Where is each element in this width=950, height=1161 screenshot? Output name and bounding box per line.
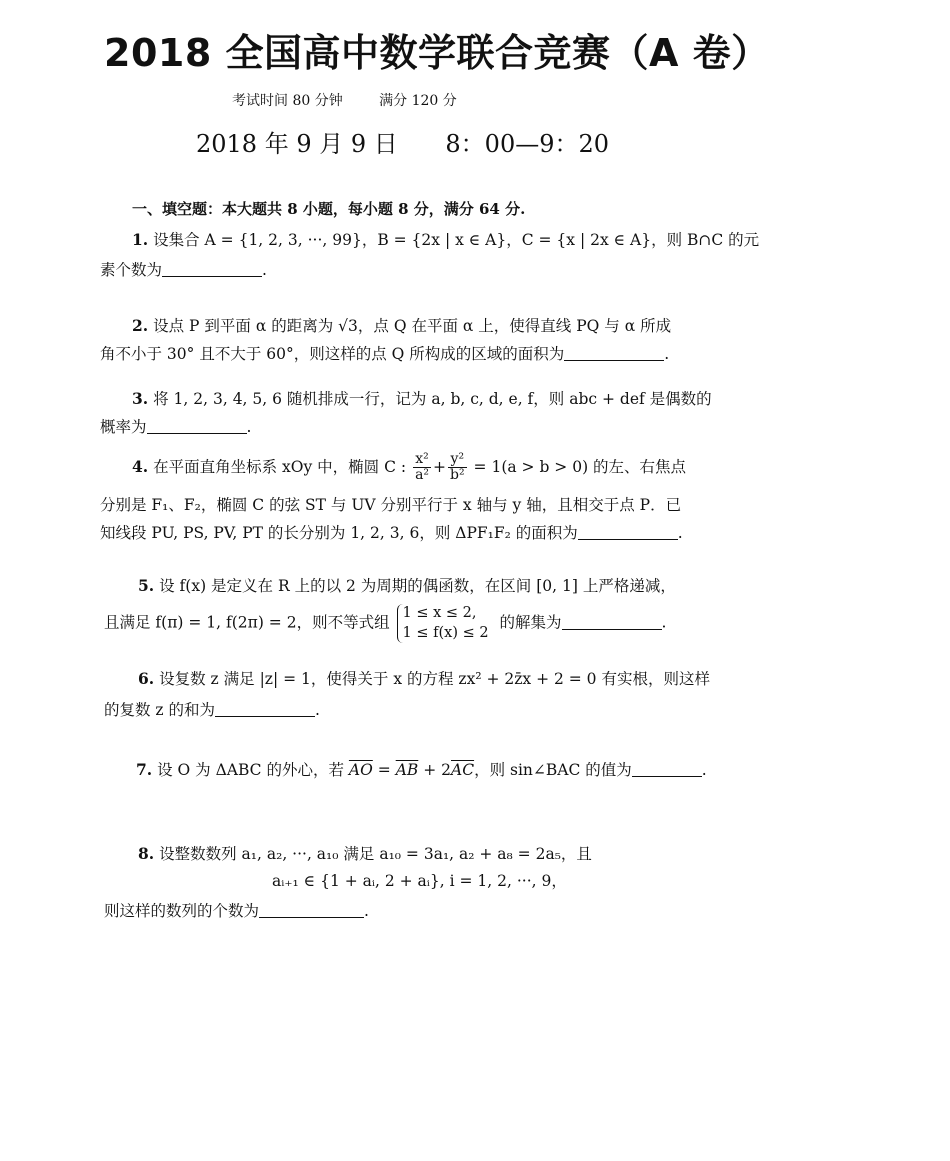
punct: . [315, 701, 320, 719]
question-text: 设复数 z 满足 |z| = 1，使得关于 x 的方程 zx² + 2z̄x + 2 = 0 有实根，则这样 [159, 670, 710, 688]
exam-meta [232, 90, 489, 110]
question-number: 7. [136, 760, 153, 779]
exam-date [196, 124, 609, 159]
question-4-line-1 [132, 452, 686, 484]
question-text: ，则 sin∠BAC 的值为 [474, 761, 632, 779]
question-number: 2. [132, 316, 149, 335]
question-text: 且满足 f(π) = 1, f(2π) = 2，则不等式组 [104, 613, 390, 632]
question-text: 分别是 F₁、F₂，椭圆 C 的弦 ST 与 UV 分别平行于 x 轴与 y 轴，且相交于点 P．已 [100, 496, 682, 514]
question-number: 4. [132, 456, 149, 476]
exam-time: 考试时间 80 分钟 [232, 93, 343, 109]
vector-ab: $\overline{AB}$ [395, 761, 419, 779]
question-text: aᵢ₊₁ ∈ {1 + aᵢ, 2 + aᵢ}, i = 1, 2, ···, 9， [272, 872, 567, 890]
question-text: = 1(a > b > 0) 的左、右焦点 [473, 457, 687, 476]
question-text: 设整数数列 a₁, a₂, ···, a₁₀ 满足 a₁₀ = 3a₁, a₂ + a₈ = 2a₅，且 [159, 845, 592, 863]
question-text: 设 O 为 ΔABC 的外心，若 [157, 761, 344, 779]
question-6-line-2 [104, 699, 320, 722]
fraction-y-over-b: $\frac{\text{y²}}{\text{b²}}$ [450, 451, 465, 484]
answer-blank [162, 262, 262, 277]
time-text: 8：00—9：20 [445, 130, 610, 158]
question-text: 的复数 z 的和为 [104, 701, 216, 719]
punct: . [677, 524, 683, 542]
question-6-line-1 [138, 667, 710, 691]
punct: . [262, 261, 267, 279]
question-5-line-1 [138, 574, 676, 598]
plus-two: + 2 [423, 761, 451, 779]
question-number: 6. [138, 669, 155, 688]
answer-blank [632, 762, 702, 777]
section-heading: 一、填空题：本大题共 8 小题，每小题 8 分，满分 64 分. [132, 200, 526, 218]
punct: . [701, 761, 707, 779]
question-4-line-2 [100, 494, 681, 517]
question-text: 概率为 [100, 418, 147, 436]
question-5-line-2 [104, 604, 666, 643]
answer-blank [562, 615, 662, 630]
plus-sign: + [433, 457, 447, 476]
page-title: 2018 全国高中数学联合竞赛（A 卷） [104, 31, 770, 75]
punct: . [246, 418, 252, 436]
punct: . [661, 613, 667, 632]
question-text: 设集合 A = {1, 2, 3, ···, 99}，B = {2x | x ∈ A}，C = {x | 2x ∈ A}，则 B∩C 的元 [153, 231, 760, 249]
answer-blank [259, 903, 364, 918]
question-4-line-3 [100, 522, 683, 545]
inequality-2: 1 ≤ f(x) ≤ 2 [402, 624, 489, 641]
question-number: 1. [132, 230, 149, 249]
full-score: 满分 120 分 [379, 93, 457, 109]
question-text: 知线段 PU, PS, PV, PT 的长分别为 1, 2, 3, 6，则 ΔPF₁F₂ 的面积为 [100, 524, 578, 542]
answer-blank [147, 419, 247, 434]
question-text: 将 1, 2, 3, 4, 5, 6 随机排成一行，记为 a, b, c, d, e, f，则 abc + def 是偶数的 [153, 390, 712, 408]
question-text: 角不小于 30° 且不大于 60°，则这样的点 Q 所构成的区域的面积为 [100, 345, 565, 363]
vector-ac: $\overline{AC}$ [451, 761, 475, 779]
question-8-line-1 [138, 842, 592, 866]
question-number: 5. [138, 576, 155, 595]
question-text: 则这样的数列的个数为 [104, 902, 260, 920]
inequality-1: 1 ≤ x ≤ 2, [402, 605, 477, 621]
equals-sign: = [377, 761, 391, 779]
punct: . [364, 902, 369, 920]
question-number: 3. [132, 389, 149, 408]
inequality-system [397, 604, 489, 643]
punct: . [664, 345, 670, 363]
question-7-line-1 [136, 758, 707, 782]
question-1-line-2 [100, 259, 267, 282]
date-text: 2018 年 9 月 9 日 [196, 130, 398, 158]
question-text: 的解集为 [499, 613, 562, 632]
fraction-x-over-a: $\frac{\text{x²}}{\text{a²}}$ [415, 451, 430, 484]
answer-blank [578, 525, 678, 540]
vector-ao: $\overline{AO}$ [348, 761, 373, 779]
question-text: 设 f(x) 是定义在 R 上的以 2 为周期的偶函数，在区间 [0, 1] 上严格递减， [159, 577, 676, 595]
question-3-line-1 [132, 387, 712, 411]
question-2-line-2 [100, 343, 669, 366]
question-text: 在平面直角坐标系 xOy 中，椭圆 C : [153, 457, 407, 476]
question-1-line-1 [132, 228, 759, 252]
question-text: 设点 P 到平面 α 的距离为 √3，点 Q 在平面 α 上，使得直线 PQ 与 α 所成 [153, 317, 672, 335]
question-3-line-2 [100, 416, 251, 439]
answer-blank [215, 702, 315, 717]
question-8-line-3 [104, 900, 369, 923]
question-8-line-2 [272, 870, 567, 893]
question-number: 8. [138, 844, 155, 863]
question-text: 素个数为 [100, 261, 163, 279]
question-2-line-1 [132, 314, 671, 338]
answer-blank [564, 346, 664, 361]
